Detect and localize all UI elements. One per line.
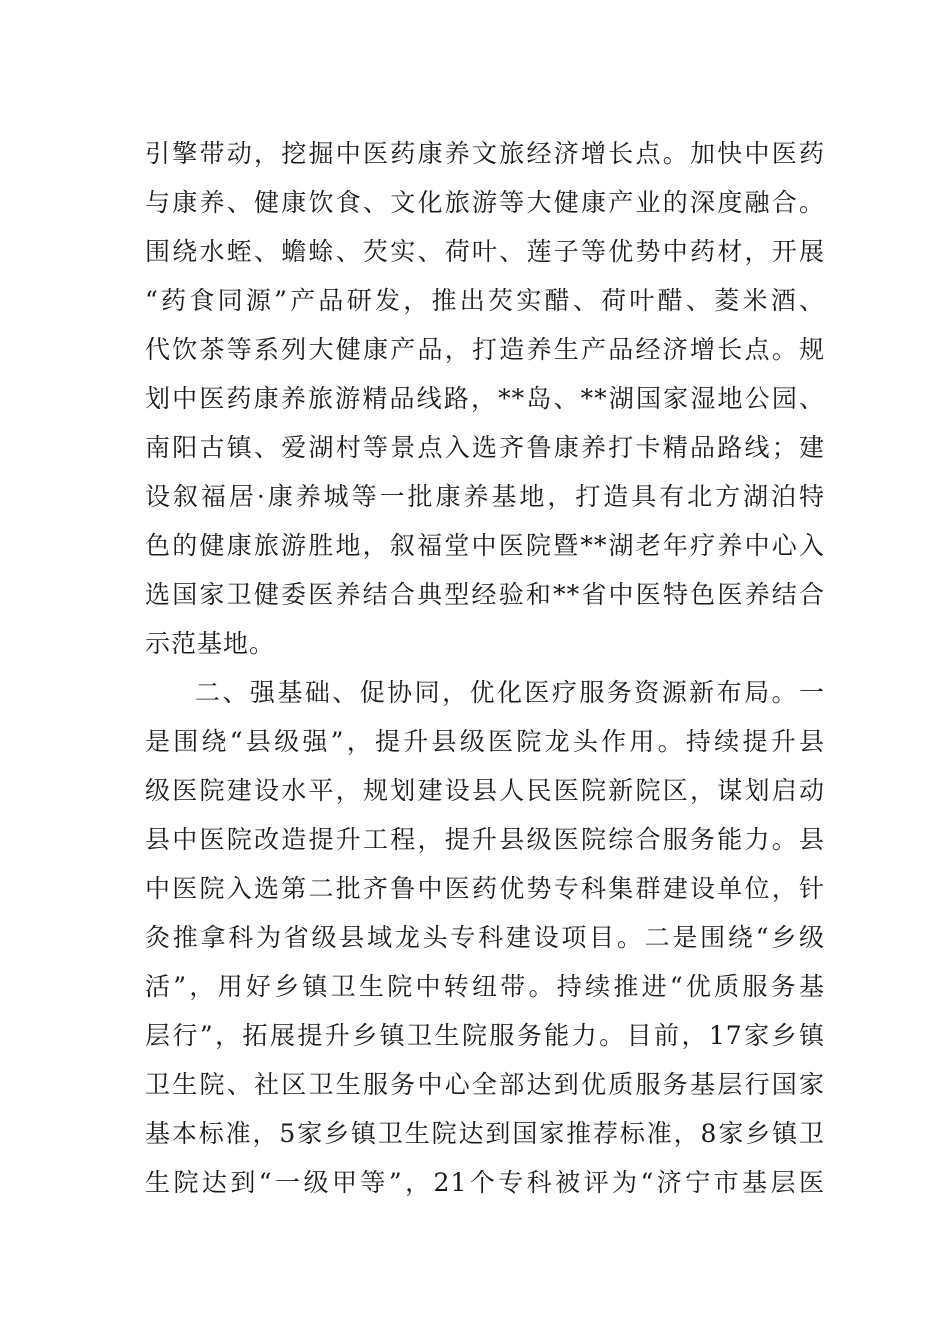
text-line: 引擎带动，挖掘中医药康养文旅经济增长点。加快中医药: [145, 139, 825, 168]
text-line: 卫生院、社区卫生服务中心全部达到优质服务基层行国家: [145, 1070, 825, 1099]
text-line: 县中医院改造提升工程，提升县级医院综合服务能力。县: [145, 825, 825, 854]
text-line: 层行”，拓展提升乡镇卫生院服务能力。目前，17家乡镇: [145, 1021, 825, 1050]
text-line: 级医院建设水平，规划建设县人民医院新院区，谋划启动: [145, 776, 825, 805]
text-line: “药食同源”产品研发，推出芡实醋、荷叶醋、菱米酒、: [145, 286, 825, 315]
text-line: 是围绕“县级强”，提升县级医院龙头作用。持续提升县: [145, 727, 825, 756]
text-line: 南阳古镇、爱湖村等景点入选齐鲁康养打卡精品路线；建: [145, 433, 825, 462]
text-line: 基本标准，5家乡镇卫生院达到国家推荐标准，8家乡镇卫: [145, 1119, 825, 1148]
text-line: 设叙福居·康养城等一批康养基地，打造具有北方湖泊特: [145, 482, 825, 511]
text-line: 活”，用好乡镇卫生院中转纽带。持续推进“优质服务基: [145, 972, 825, 1001]
text-line: 色的健康旅游胜地，叙福堂中医院暨**湖老年疗养中心入: [145, 531, 825, 560]
section-heading-line: 二、强基础、促协同，优化医疗服务资源新布局。一: [195, 678, 825, 707]
text-line: 代饮茶等系列大健康产品，打造养生产品经济增长点。规: [145, 335, 825, 364]
text-line: 生院达到“一级甲等”，21个专科被评为“济宁市基层医: [145, 1168, 825, 1197]
text-line: 选国家卫健委医养结合典型经验和**省中医特色医养结合: [145, 580, 825, 609]
text-line: 划中医药康养旅游精品线路，**岛、**湖国家湿地公园、: [145, 384, 825, 413]
body-text: [145, 129, 825, 1207]
text-line: 灸推拿科为省级县域龙头专科建设项目。二是围绕“乡级: [145, 923, 825, 952]
text-line: 围绕水蛭、蟾蜍、芡实、荷叶、莲子等优势中药材，开展: [145, 237, 825, 266]
text-line: 与康养、健康饮食、文化旅游等大健康产业的深度融合。: [145, 188, 825, 217]
text-line: 中医院入选第二批齐鲁中医药优势专科集群建设单位，针: [145, 874, 825, 903]
text-line: 示范基地。: [145, 629, 276, 658]
